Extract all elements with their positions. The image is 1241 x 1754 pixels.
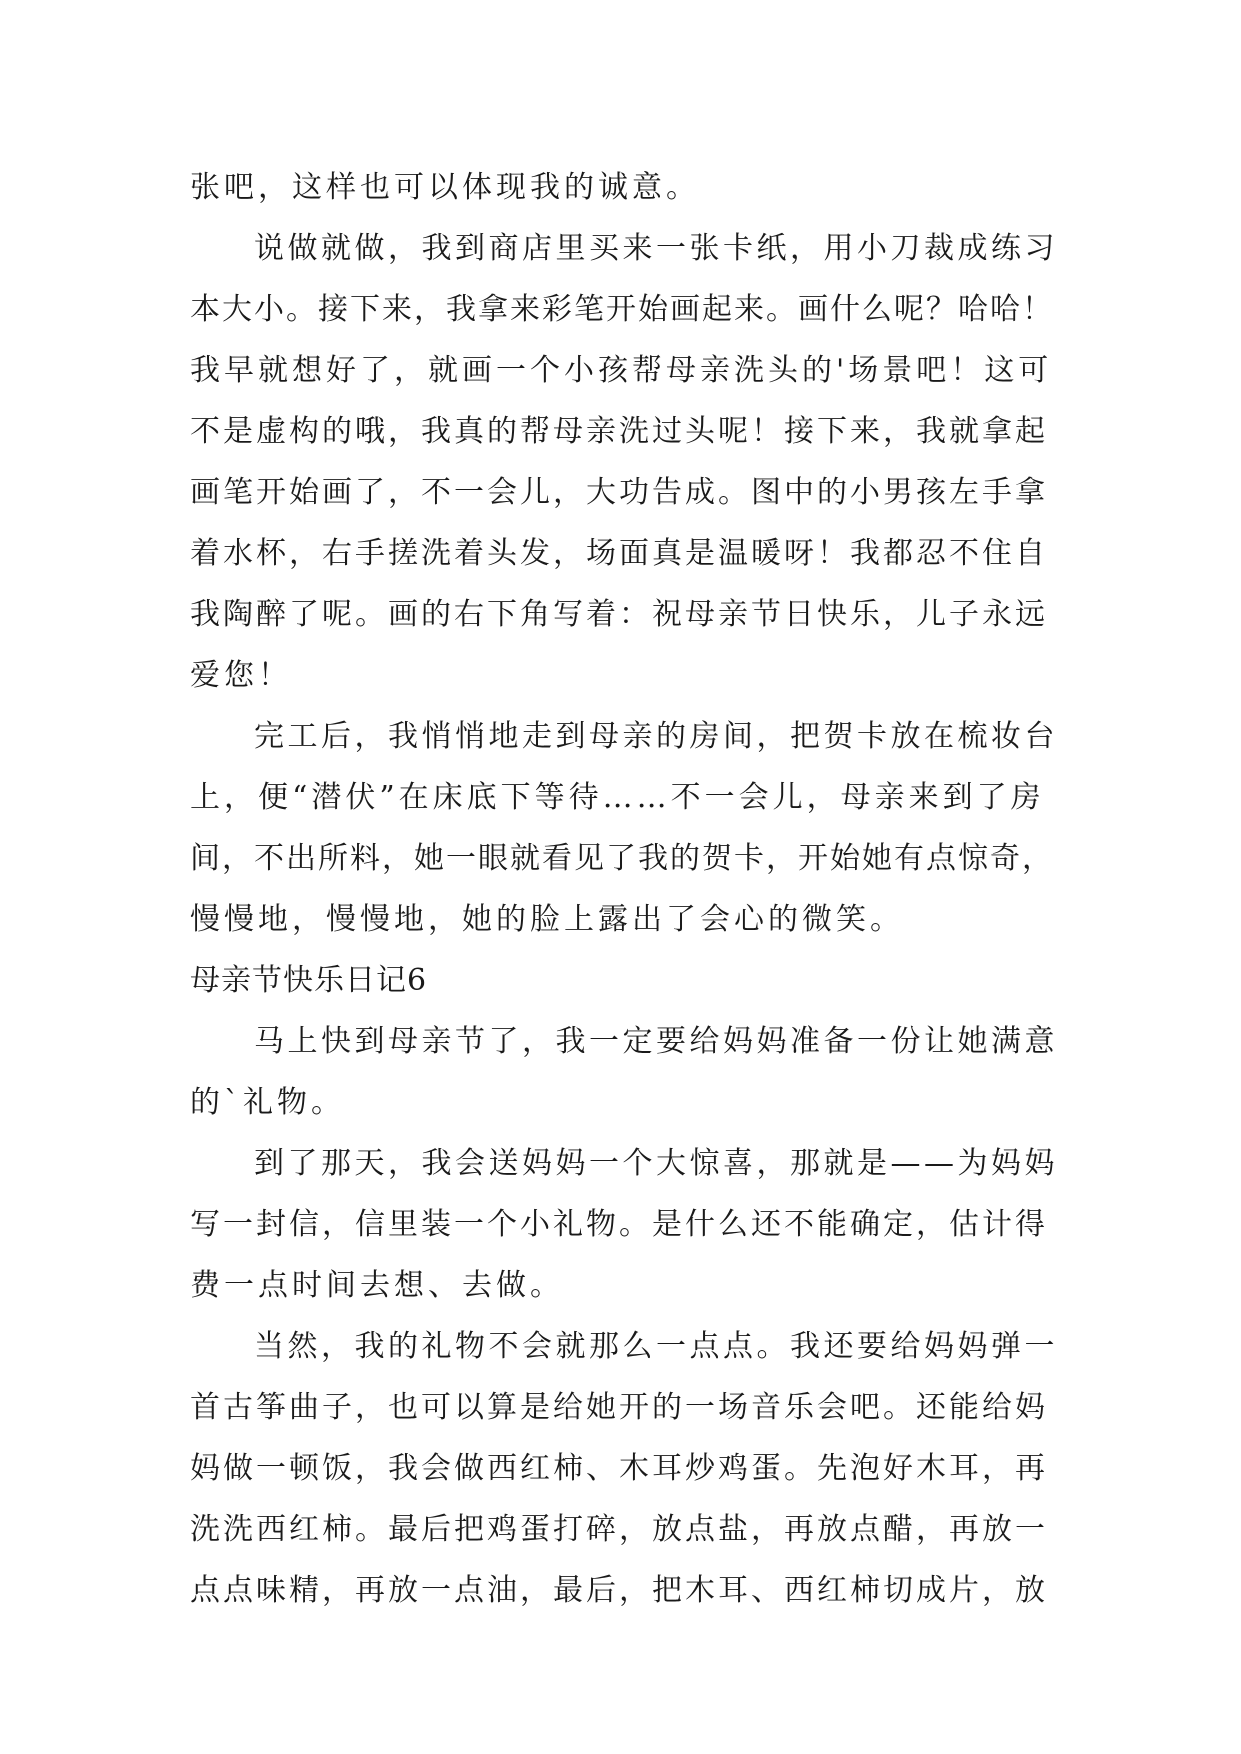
text-line: 画笔开始画了，不一会儿，大功告成。图中的小男孩左手拿 [190,475,1048,510]
text-line: 完工后，我悄悄地走到母亲的房间，把贺卡放在梳妆台 [254,719,1058,754]
text-line: 首古筝曲子，也可以算是给她开的一场音乐会吧。还能给妈 [190,1390,1048,1425]
text-line: 费一点时间去想、去做。 [190,1268,564,1303]
text-line: 说做就做，我到商店里买来一张卡纸，用小刀裁成练习 [254,231,1058,266]
text-line: 的`礼物。 [190,1085,345,1120]
text-line: 当然，我的礼物不会就那么一点点。我还要给妈妈弹一 [254,1329,1058,1364]
text-line: 爱您！ [190,658,292,693]
text-line: 间，不出所料，她一眼就看见了我的贺卡，开始她有点惊奇， [190,841,1054,876]
text-line: 上，便“潜伏”在床底下等待……不一会儿，母亲来到了房 [190,780,1045,815]
text-line: 我陶醉了呢。画的右下角写着：祝母亲节日快乐，儿子永远 [190,597,1048,632]
text-line: 洗洗西红柿。最后把鸡蛋打碎，放点盐，再放点醋，再放一 [190,1512,1048,1547]
text-line: 写一封信，信里装一个小礼物。是什么还不能确定，估计得 [190,1207,1048,1242]
text-line: 本大小。接下来，我拿来彩笔开始画起来。画什么呢？哈哈！ [190,292,1054,327]
document-body [190,157,1058,1621]
text-line: 张吧，这样也可以体现我的诚意。 [190,170,700,205]
text-line: 我早就想好了，就画一个小孩帮母亲洗头的'场景吧！这可 [190,353,1053,388]
text-line: 到了那天，我会送妈妈一个大惊喜，那就是——为妈妈 [254,1146,1058,1181]
text-line: 点点味精，再放一点油，最后，把木耳、西红柿切成片，放 [190,1573,1048,1608]
section-heading: 母亲节快乐日记6 [190,963,428,998]
text-line: 马上快到母亲节了，我一定要给妈妈准备一份让她满意 [254,1024,1058,1059]
text-line: 着水杯，右手搓洗着头发，场面真是温暖呀！我都忍不住自 [190,536,1048,571]
text-line: 慢慢地，慢慢地，她的脸上露出了会心的微笑。 [190,902,904,937]
text-line: 不是虚构的哦，我真的帮母亲洗过头呢！接下来，我就拿起 [190,414,1048,449]
text-line: 妈做一顿饭，我会做西红柿、木耳炒鸡蛋。先泡好木耳，再 [190,1451,1048,1486]
